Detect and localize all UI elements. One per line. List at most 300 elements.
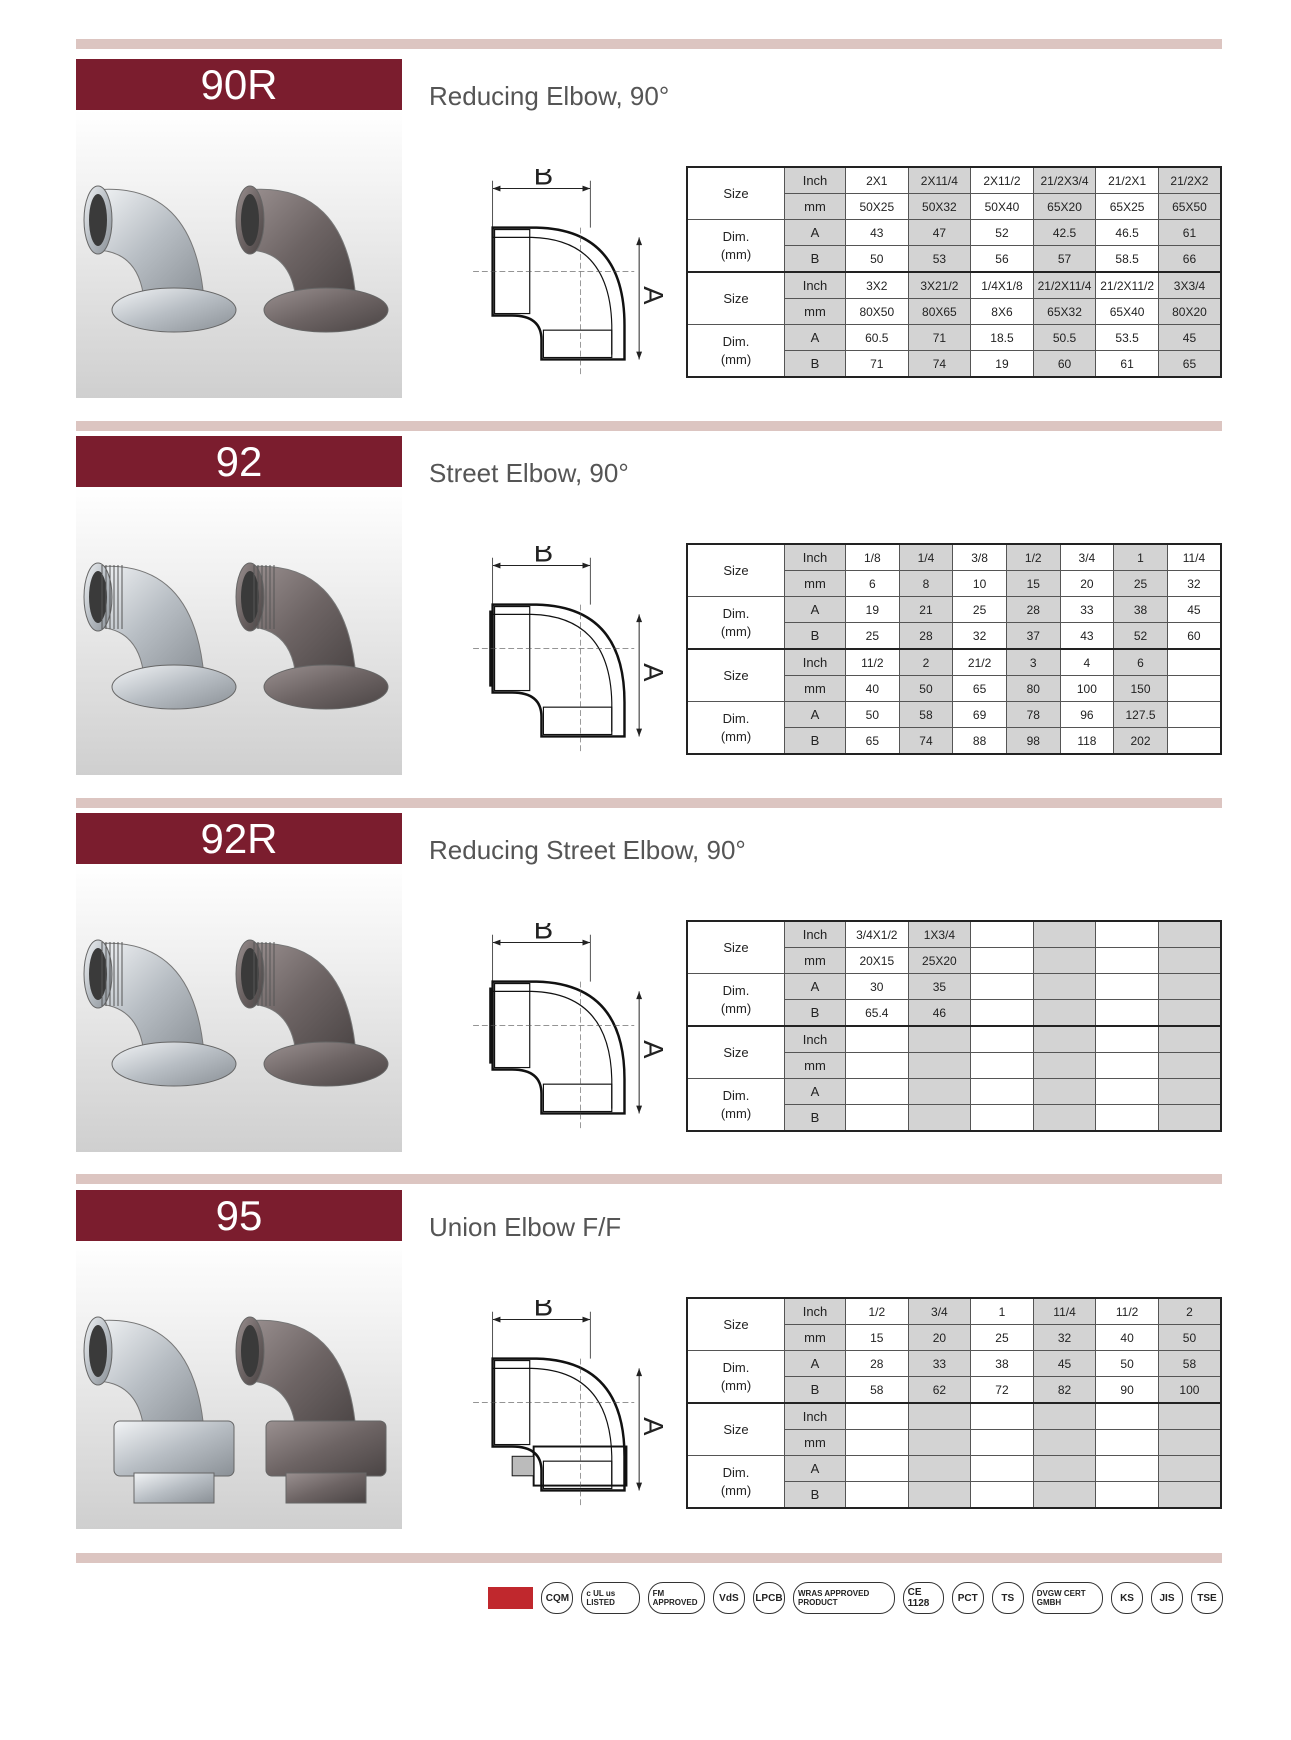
table-cell: 3/4X1/2 [846, 921, 909, 948]
product-code: 92R [76, 813, 402, 864]
dim-b-label: B [533, 923, 554, 946]
table-cell: 43 [1060, 623, 1114, 650]
product-title: Reducing Street Elbow, 90° [429, 835, 746, 865]
table-cell [971, 1079, 1034, 1105]
dimension-table [686, 543, 1222, 755]
table-cell [971, 948, 1034, 974]
table-cell [1033, 1053, 1096, 1079]
row-header-mm: mm [785, 1053, 846, 1079]
table-cell: 62 [908, 1377, 971, 1404]
table-cell [1096, 974, 1159, 1000]
row-header-a: A [785, 702, 846, 728]
table-cell: 50X40 [971, 194, 1034, 220]
table-cell: 2 [899, 649, 953, 676]
table-cell [1096, 1482, 1159, 1509]
table-cell [1033, 1482, 1096, 1509]
table-cell [971, 1456, 1034, 1482]
table-cell: 37 [1006, 623, 1060, 650]
table-cell [1167, 728, 1221, 755]
table-cell [1167, 702, 1221, 728]
size-label: Size [687, 272, 785, 325]
table-cell [1158, 1000, 1221, 1027]
table-row [687, 974, 1221, 1000]
table-cell [846, 1026, 909, 1053]
dimension-table [686, 1297, 1222, 1509]
table-cell: 15 [1006, 571, 1060, 597]
table-cell: 57 [1033, 246, 1096, 273]
size-label: Size [687, 649, 785, 702]
table-cell: 118 [1060, 728, 1114, 755]
table-cell: 40 [1096, 1325, 1159, 1351]
dim-label: Dim. (mm) [687, 702, 785, 755]
size-label: Size [687, 167, 785, 220]
table-cell: 15 [846, 1325, 909, 1351]
table-cell [1158, 1456, 1221, 1482]
table-cell: 61 [1096, 351, 1159, 378]
table-cell [1033, 1430, 1096, 1456]
product-code: 90R [76, 59, 402, 110]
table-cell [1033, 948, 1096, 974]
table-cell: 38 [1114, 597, 1168, 623]
table-cell: 50 [846, 702, 900, 728]
table-cell: 127.5 [1114, 702, 1168, 728]
table-cell: 8X6 [971, 299, 1034, 325]
table-cell: 65 [1158, 351, 1221, 378]
table-cell: 4 [1060, 649, 1114, 676]
row-header-mm: mm [785, 194, 846, 220]
table-cell: 82 [1033, 1377, 1096, 1404]
table-cell: 65X40 [1096, 299, 1159, 325]
table-cell: 20 [1060, 571, 1114, 597]
table-row [687, 1298, 1221, 1325]
table-cell: 50 [846, 246, 909, 273]
table-cell: 50 [1096, 1351, 1159, 1377]
table-cell [908, 1079, 971, 1105]
dim-a-label: A [638, 663, 670, 682]
table-cell [846, 1053, 909, 1079]
table-cell [1158, 948, 1221, 974]
certification-logo: VdS [713, 1582, 745, 1614]
table-cell [971, 1403, 1034, 1430]
row-header-a: A [785, 220, 846, 246]
product-photo [76, 110, 402, 398]
table-cell: 25X20 [908, 948, 971, 974]
table-cell: 2X11/2 [971, 167, 1034, 194]
table-cell: 20 [908, 1325, 971, 1351]
dimension-table [686, 920, 1222, 1132]
table-row [687, 272, 1221, 299]
table-cell: 25 [953, 597, 1007, 623]
dim-label: Dim. (mm) [687, 1456, 785, 1509]
product-title: Union Elbow F/F [429, 1212, 622, 1242]
table-cell [1096, 921, 1159, 948]
table-cell [846, 1430, 909, 1456]
row-header-inch: Inch [785, 649, 846, 676]
table-cell [908, 1053, 971, 1079]
table-cell: 40 [846, 676, 900, 702]
dim-b-label: B [533, 169, 554, 192]
certification-logo: PCT [952, 1582, 984, 1614]
row-header-b: B [785, 728, 846, 755]
size-label: Size [687, 1403, 785, 1456]
table-cell [1158, 1026, 1221, 1053]
product-title: Reducing Elbow, 90° [429, 81, 670, 111]
table-cell [908, 1026, 971, 1053]
table-row [687, 649, 1221, 676]
table-cell [1096, 1430, 1159, 1456]
product-section [76, 813, 1222, 1158]
size-label: Size [687, 921, 785, 974]
certification-logo: JIS [1151, 1582, 1183, 1614]
table-cell: 11/4 [1167, 544, 1221, 571]
technical-drawing [441, 169, 681, 379]
table-cell [1158, 1430, 1221, 1456]
company-logo [488, 1587, 533, 1609]
table-cell: 100 [1158, 1377, 1221, 1404]
table-cell [1158, 974, 1221, 1000]
table-cell: 20X15 [846, 948, 909, 974]
table-cell: 50X32 [908, 194, 971, 220]
certification-logo: FM APPROVED [648, 1582, 705, 1614]
row-header-a: A [785, 325, 846, 351]
table-cell: 3X2 [846, 272, 909, 299]
row-header-b: B [785, 1377, 846, 1404]
row-header-b: B [785, 623, 846, 650]
table-cell [846, 1105, 909, 1132]
table-cell: 69 [953, 702, 1007, 728]
row-header-mm: mm [785, 299, 846, 325]
table-cell: 28 [899, 623, 953, 650]
table-cell [1033, 1456, 1096, 1482]
table-cell [846, 1403, 909, 1430]
table-cell [1096, 948, 1159, 974]
dimension-table [686, 166, 1222, 378]
table-cell: 6 [1114, 649, 1168, 676]
row-header-inch: Inch [785, 1403, 846, 1430]
table-row [687, 921, 1221, 948]
table-cell: 3X21/2 [908, 272, 971, 299]
table-cell: 3/8 [953, 544, 1007, 571]
table-cell: 66 [1158, 246, 1221, 273]
table-row [687, 1026, 1221, 1053]
table-cell: 46 [908, 1000, 971, 1027]
table-cell [1158, 1105, 1221, 1132]
table-cell: 42.5 [1033, 220, 1096, 246]
table-cell: 11/2 [1096, 1298, 1159, 1325]
table-cell: 58 [1158, 1351, 1221, 1377]
table-cell: 65X20 [1033, 194, 1096, 220]
table-cell [1158, 1482, 1221, 1509]
table-row [687, 167, 1221, 194]
table-cell [971, 1053, 1034, 1079]
row-header-b: B [785, 351, 846, 378]
table-cell: 80 [1006, 676, 1060, 702]
product-code: 95 [76, 1190, 402, 1241]
table-row [687, 544, 1221, 571]
table-cell: 1/4 [899, 544, 953, 571]
table-cell: 65.4 [846, 1000, 909, 1027]
table-cell: 50.5 [1033, 325, 1096, 351]
table-cell: 53.5 [1096, 325, 1159, 351]
table-cell: 28 [1006, 597, 1060, 623]
table-row [687, 597, 1221, 623]
table-cell: 3/4 [908, 1298, 971, 1325]
table-cell [1033, 1403, 1096, 1430]
table-cell: 32 [953, 623, 1007, 650]
row-header-a: A [785, 974, 846, 1000]
table-cell: 3 [1006, 649, 1060, 676]
table-cell: 11/2 [846, 649, 900, 676]
table-cell [1096, 1105, 1159, 1132]
product-section [76, 59, 1222, 404]
table-cell [1096, 1079, 1159, 1105]
table-cell [1033, 974, 1096, 1000]
certification-logo: c UL us LISTED [581, 1582, 639, 1614]
table-cell [1158, 921, 1221, 948]
table-cell: 21 [899, 597, 953, 623]
table-cell [1096, 1000, 1159, 1027]
table-cell: 2X11/4 [908, 167, 971, 194]
table-cell: 56 [971, 246, 1034, 273]
table-cell [971, 974, 1034, 1000]
table-cell: 78 [1006, 702, 1060, 728]
table-cell [971, 1482, 1034, 1509]
row-header-inch: Inch [785, 1298, 846, 1325]
table-cell: 88 [953, 728, 1007, 755]
table-cell: 50 [899, 676, 953, 702]
table-cell [971, 1105, 1034, 1132]
table-cell: 35 [908, 974, 971, 1000]
size-label: Size [687, 1026, 785, 1079]
table-cell: 74 [908, 351, 971, 378]
table-cell: 25 [1114, 571, 1168, 597]
dim-b-label: B [533, 1300, 554, 1323]
table-cell: 58 [846, 1377, 909, 1404]
table-cell [971, 921, 1034, 948]
table-cell: 65X32 [1033, 299, 1096, 325]
table-cell: 19 [971, 351, 1034, 378]
table-cell [908, 1105, 971, 1132]
table-cell [1033, 1105, 1096, 1132]
table-cell: 52 [971, 220, 1034, 246]
table-cell: 50X25 [846, 194, 909, 220]
table-cell [908, 1456, 971, 1482]
row-header-a: A [785, 597, 846, 623]
certification-logo: KS [1111, 1582, 1143, 1614]
table-cell [1033, 1079, 1096, 1105]
size-label: Size [687, 1298, 785, 1351]
table-cell: 3/4 [1060, 544, 1114, 571]
table-cell: 65 [846, 728, 900, 755]
dim-label: Dim. (mm) [687, 220, 785, 273]
table-cell: 61 [1158, 220, 1221, 246]
product-code: 92 [76, 436, 402, 487]
certification-logo: CE 1128 [903, 1582, 944, 1614]
table-cell: 65X25 [1096, 194, 1159, 220]
table-cell: 6 [846, 571, 900, 597]
table-cell: 60 [1033, 351, 1096, 378]
technical-drawing [441, 546, 681, 756]
table-cell: 150 [1114, 676, 1168, 702]
table-cell: 71 [846, 351, 909, 378]
table-row [687, 1456, 1221, 1482]
table-cell: 2 [1158, 1298, 1221, 1325]
table-cell: 80X50 [846, 299, 909, 325]
row-header-mm: mm [785, 948, 846, 974]
table-cell: 60 [1167, 623, 1221, 650]
product-section [76, 436, 1222, 781]
table-cell: 72 [971, 1377, 1034, 1404]
table-cell: 90 [1096, 1377, 1159, 1404]
table-cell: 45 [1033, 1351, 1096, 1377]
row-header-mm: mm [785, 1325, 846, 1351]
section-rule [76, 1174, 1222, 1184]
table-cell: 1X3/4 [908, 921, 971, 948]
table-cell: 2X1 [846, 167, 909, 194]
table-cell: 21/2 [953, 649, 1007, 676]
table-cell: 96 [1060, 702, 1114, 728]
table-cell [1033, 1026, 1096, 1053]
dim-a-label: A [638, 1040, 670, 1059]
technical-drawing [441, 923, 681, 1133]
table-cell: 21/2X11/2 [1096, 272, 1159, 299]
table-cell [1096, 1053, 1159, 1079]
table-cell: 21/2X11/4 [1033, 272, 1096, 299]
table-cell [971, 1000, 1034, 1027]
table-cell: 43 [846, 220, 909, 246]
row-header-b: B [785, 1105, 846, 1132]
certification-logos [488, 1578, 1223, 1618]
table-cell: 1 [1114, 544, 1168, 571]
row-header-inch: Inch [785, 167, 846, 194]
table-cell [908, 1430, 971, 1456]
certification-logo: LPCB [753, 1582, 785, 1614]
product-photo [76, 864, 402, 1152]
table-cell: 46.5 [1096, 220, 1159, 246]
table-cell: 50 [1158, 1325, 1221, 1351]
table-cell [1158, 1079, 1221, 1105]
table-cell: 32 [1033, 1325, 1096, 1351]
table-cell: 1 [971, 1298, 1034, 1325]
table-row [687, 1351, 1221, 1377]
dim-a-label: A [638, 286, 670, 305]
table-cell: 1/2 [1006, 544, 1060, 571]
table-cell: 45 [1167, 597, 1221, 623]
certification-logo: DVGW CERT GMBH [1032, 1582, 1103, 1614]
section-rule [76, 39, 1222, 49]
size-label: Size [687, 544, 785, 597]
table-cell [1033, 921, 1096, 948]
table-row [687, 1403, 1221, 1430]
table-cell: 3X3/4 [1158, 272, 1221, 299]
table-cell: 53 [908, 246, 971, 273]
dim-label: Dim. (mm) [687, 1079, 785, 1132]
table-cell: 18.5 [971, 325, 1034, 351]
section-rule [76, 798, 1222, 808]
table-cell: 25 [971, 1325, 1034, 1351]
row-header-mm: mm [785, 571, 846, 597]
section-rule [76, 421, 1222, 431]
dim-a-label: A [638, 1417, 670, 1436]
table-cell: 80X65 [908, 299, 971, 325]
certification-logo: TS [992, 1582, 1024, 1614]
row-header-inch: Inch [785, 272, 846, 299]
row-header-mm: mm [785, 1430, 846, 1456]
table-cell [846, 1456, 909, 1482]
dim-b-label: B [533, 546, 554, 569]
table-cell [908, 1403, 971, 1430]
row-header-inch: Inch [785, 1026, 846, 1053]
table-cell: 21/2X3/4 [1033, 167, 1096, 194]
table-cell: 202 [1114, 728, 1168, 755]
table-cell: 80X20 [1158, 299, 1221, 325]
table-cell: 52 [1114, 623, 1168, 650]
table-row [687, 702, 1221, 728]
certification-logo: WRAS APPROVED PRODUCT [793, 1582, 895, 1614]
row-header-a: A [785, 1456, 846, 1482]
table-row [687, 1079, 1221, 1105]
table-cell: 65X50 [1158, 194, 1221, 220]
product-photo [76, 487, 402, 775]
table-cell: 32 [1167, 571, 1221, 597]
table-cell: 71 [908, 325, 971, 351]
table-cell [1167, 676, 1221, 702]
section-rule [76, 1553, 1222, 1563]
product-title: Street Elbow, 90° [429, 458, 629, 488]
table-row [687, 325, 1221, 351]
dim-label: Dim. (mm) [687, 325, 785, 378]
row-header-a: A [785, 1079, 846, 1105]
dim-label: Dim. (mm) [687, 1351, 785, 1404]
table-cell [1158, 1403, 1221, 1430]
table-cell: 1/8 [846, 544, 900, 571]
row-header-b: B [785, 1000, 846, 1027]
dim-label: Dim. (mm) [687, 597, 785, 650]
table-row [687, 220, 1221, 246]
technical-drawing [441, 1300, 681, 1510]
table-cell: 11/4 [1033, 1298, 1096, 1325]
table-cell [1158, 1053, 1221, 1079]
row-header-b: B [785, 1482, 846, 1509]
table-cell [1167, 649, 1221, 676]
table-cell [1096, 1026, 1159, 1053]
table-cell: 8 [899, 571, 953, 597]
row-header-mm: mm [785, 676, 846, 702]
dim-label: Dim. (mm) [687, 974, 785, 1027]
row-header-b: B [785, 246, 846, 273]
table-cell: 60.5 [846, 325, 909, 351]
table-cell: 10 [953, 571, 1007, 597]
table-cell: 1/4X1/8 [971, 272, 1034, 299]
table-cell: 47 [908, 220, 971, 246]
table-cell: 65 [953, 676, 1007, 702]
table-cell [1096, 1403, 1159, 1430]
table-cell: 28 [846, 1351, 909, 1377]
table-cell [908, 1482, 971, 1509]
table-cell: 58 [899, 702, 953, 728]
row-header-a: A [785, 1351, 846, 1377]
table-cell: 30 [846, 974, 909, 1000]
table-cell: 25 [846, 623, 900, 650]
table-cell [846, 1079, 909, 1105]
certification-logo: TSE [1191, 1582, 1223, 1614]
table-cell [1033, 1000, 1096, 1027]
table-cell: 74 [899, 728, 953, 755]
table-cell: 100 [1060, 676, 1114, 702]
table-cell: 19 [846, 597, 900, 623]
row-header-inch: Inch [785, 921, 846, 948]
table-cell: 45 [1158, 325, 1221, 351]
